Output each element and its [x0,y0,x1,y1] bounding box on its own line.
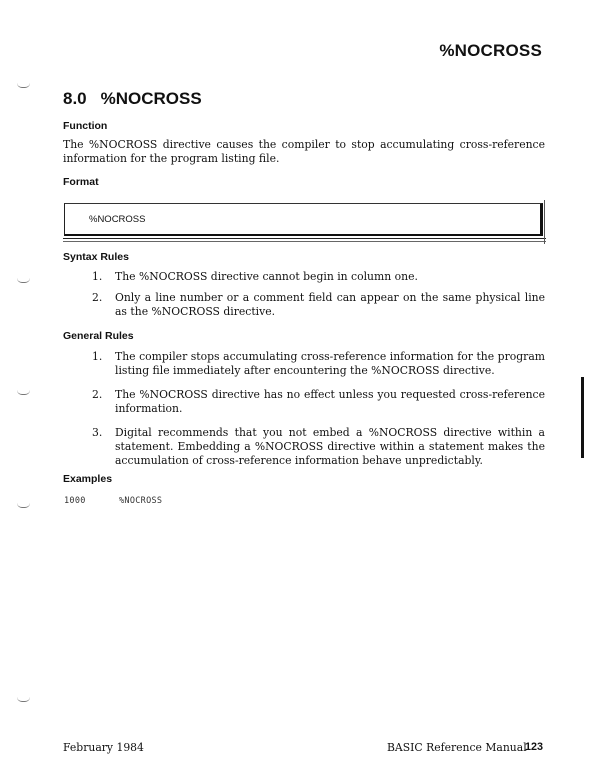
item-number: 1. [92,270,103,283]
item-number: 1. [92,350,103,363]
item-text: The %NOCROSS directive cannot begin in column one. [115,270,418,283]
example-code: %NOCROSS [119,496,163,506]
function-heading: Function [63,120,108,132]
item-number: 3. [92,426,103,439]
function-text: The %NOCROSS directive causes the compiler to stop accumulating cross-reference information for the program listing file. [63,138,545,165]
section-number: 8.0 [63,89,87,108]
binder-hole-mark [17,83,30,88]
binder-hole-mark [17,278,30,283]
item-number: 2. [92,291,103,304]
footer-manual-title: BASIC Reference Manual [387,741,527,754]
section-title [63,89,202,109]
format-rule-tick [544,200,545,244]
format-box [64,203,543,236]
format-rule [63,238,546,239]
item-text: Digital recommends that you not embed a %NOCROSS directive within a statement. Embedding a %NOCROSS directive within a statement makes the accumulation of cross-reference information behave unpredictably. [115,426,545,467]
footer-date: February 1984 [63,741,144,754]
example-line-number: 1000 [64,496,86,506]
item-text: The compiler stops accumulating cross-reference information for the program listing file immediately after encountering the %NOCROSS directive. [115,350,545,377]
footer-page-number: 123 [525,741,544,753]
section-name: %NOCROSS [100,89,202,108]
binder-hole-mark [17,697,30,702]
running-head: %NOCROSS [439,41,542,60]
format-heading: Format [63,176,99,188]
examples-heading: Examples [63,473,113,485]
binder-hole-mark [17,390,30,395]
format-rule [63,241,546,242]
item-text: The %NOCROSS directive has no effect unless you requested cross-reference information. [115,388,545,415]
item-text: Only a line number or a comment field can appear on the same physical line as the %NOCROSS directive. [115,291,545,318]
change-bar [581,377,584,458]
item-number: 2. [92,388,103,401]
binder-hole-mark [17,503,30,508]
general-rules-heading: General Rules [63,330,134,342]
format-code: %NOCROSS [89,214,146,225]
syntax-rules-heading: Syntax Rules [63,251,129,263]
